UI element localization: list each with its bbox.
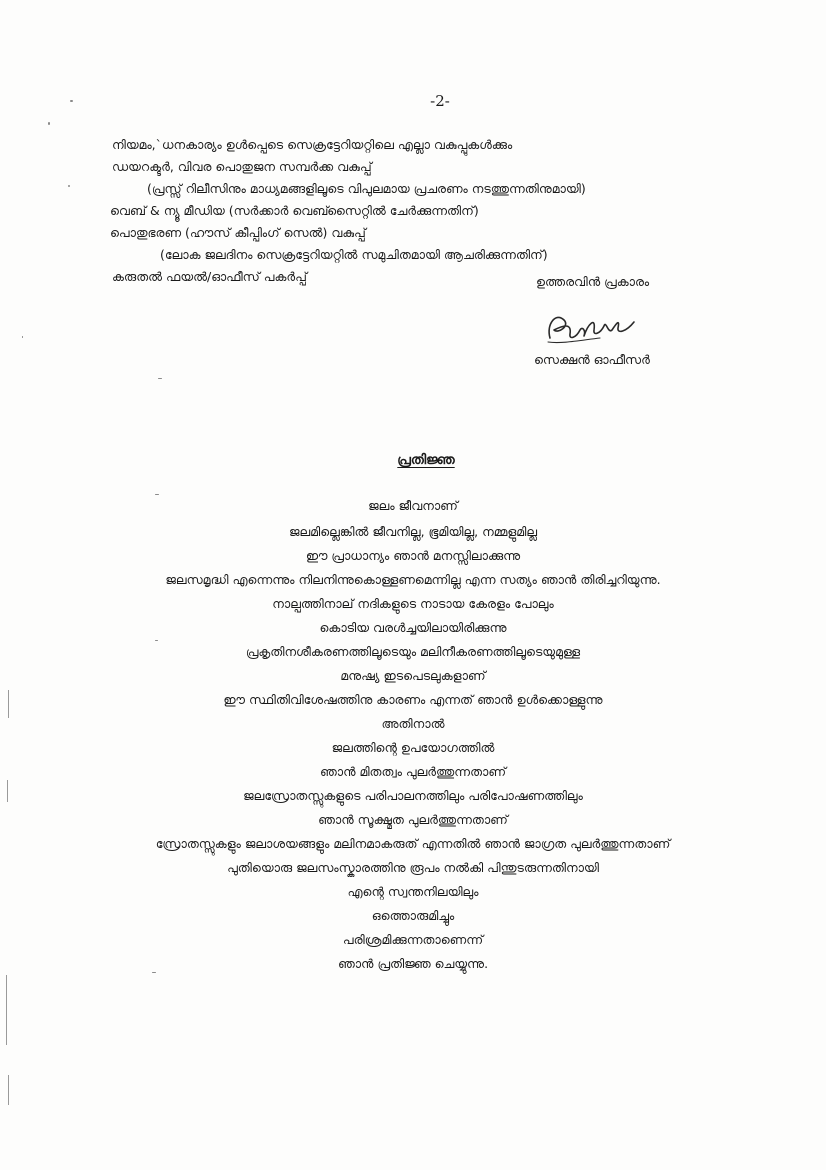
scan-speck — [158, 378, 162, 379]
by-order-label: ഉത്തരവിൻ പ്രകാരം — [536, 274, 650, 289]
pledge-line: സ്രോതസ്സുകളും ജലാശയങ്ങളും മലിനമാകരുത് എന്നതിൽ ഞാൻ ജാഗ്രത പുലർത്തുന്നതാണ് — [155, 836, 671, 851]
distribution-item: വെബ് & ന്യൂ മീഡിയ (സർക്കാർ വെബ്സൈറ്റിൽ ചേർക്കുന്നതിന്) — [110, 203, 479, 218]
pledge-line: ഒത്തൊരുമിച്ചും — [371, 908, 455, 923]
scan-speck — [68, 185, 70, 187]
handwritten-signature — [542, 304, 642, 348]
distribution-item: കരുതൽ ഫയൽ/ഓഫീസ് പകർപ്പ് — [112, 269, 307, 284]
pledge-line: ഞാൻ മിതത്വം പുലർത്തുന്നതാണ് — [319, 764, 507, 779]
scan-edge-mark — [8, 1075, 9, 1105]
distribution-item: പൊതുഭരണ (ഹൗസ് കീപ്പിംഗ് സെൽ) വകുപ്പ് — [110, 225, 366, 240]
scan-speck — [155, 494, 159, 495]
pledge-line: ജലത്തിന്റെ ഉപയോഗത്തിൽ — [331, 740, 495, 755]
scan-speck — [22, 336, 23, 338]
distribution-item: നിയമം,`ധനകാര്യം ഉൾപ്പെടെ സെക്രട്ടേറിയറ്റിലെ എല്ലാ വകുപ്പുകൾക്കും — [112, 137, 513, 152]
pledge-line: പരിശ്രമിക്കുന്നതാണെന്ന് — [342, 932, 484, 947]
pledge-line: പ്രകൃതിനശീകരണത്തിലൂടെയും മലിനീകരണത്തിലൂടെയുമുള്ള — [245, 644, 581, 659]
pledge-title-text: പ്രതിജ്ഞ — [397, 452, 455, 468]
designation-label: സെക്ഷൻ ഓഫീസർ — [534, 352, 650, 367]
pledge-line: ജലസമൃദ്ധി എന്നെന്നും നിലനിന്നുകൊള്ളണമെന്നില്ല എന്ന സത്യം ഞാൻ തിരിച്ചറിയുന്നു. — [165, 572, 661, 587]
distribution-item: ഡയറക്ടർ, വിവര പൊതുജന സമ്പർക്ക വകുപ്പ് — [112, 159, 372, 174]
distribution-item: (ലോക ജലദിനം സെക്രട്ടേറിയറ്റിൽ സമുചിതമായി ആചരിക്കുന്നതിന്) — [160, 247, 548, 262]
scan-speck — [155, 640, 158, 641]
pledge-line: ഞാൻ സൂക്ഷ്മത പുലർത്തുന്നതാണ് — [318, 812, 508, 827]
pledge-line: മനുഷ്യ ഇടപെടലുകളാണ് — [340, 668, 486, 683]
pledge-line: ജലസ്രോതസ്സുകളുടെ പരിപാലനത്തിലും പരിപോഷണത്തിലും — [243, 788, 583, 803]
page-number: -2- — [430, 92, 450, 110]
pledge-line: കൊടിയ വരൾച്ചയിലായിരിക്കുന്നു — [319, 620, 507, 635]
pledge-line: ഈ പ്രാധാന്യം ഞാൻ മനസ്സിലാക്കുന്നു — [305, 548, 521, 563]
pledge-line: ഞാൻ പ്രതിജ്ഞ ചെയ്യുന്നു. — [337, 956, 489, 971]
pledge-line: ജലമില്ലെങ്കിൽ ജീവനില്ല, ഭൂമിയില്ല, നമ്മളുമില്ല — [288, 524, 538, 539]
scan-speck — [48, 122, 50, 125]
pledge-line: പുതിയൊരു ജലസംസ്കാരത്തിനു രൂപം നൽകി പിന്തുടരുന്നതിനായി — [227, 860, 599, 875]
scan-edge-mark — [8, 690, 9, 718]
scan-speck — [70, 100, 73, 102]
pledge-line: ഈ സ്ഥിതിവിശേഷത്തിനു കാരണം എന്നത് ഞാൻ ഉൾക്കൊള്ളുന്നു — [223, 692, 603, 707]
scan-edge-mark — [6, 975, 7, 1045]
pledge-line: അതിനാൽ — [381, 716, 445, 731]
pledge-line: ജലം ജീവനാണ് — [368, 498, 458, 513]
pledge-line: നാല്പത്തിനാല് നദികളുടെ നാടായ കേരളം പോലും — [272, 596, 554, 611]
pledge-line: എന്റെ സ്വന്തനിലയിലും — [347, 884, 479, 899]
scan-speck — [152, 972, 156, 973]
pledge-title — [0, 452, 826, 468]
scan-edge-mark — [7, 780, 8, 802]
distribution-item: (പ്രസ്സ് റിലീസിനും മാധ്യമങ്ങളിലൂടെ വിപുലമായ പ്രചരണം നടത്തുന്നതിനുമായി) — [147, 181, 586, 196]
